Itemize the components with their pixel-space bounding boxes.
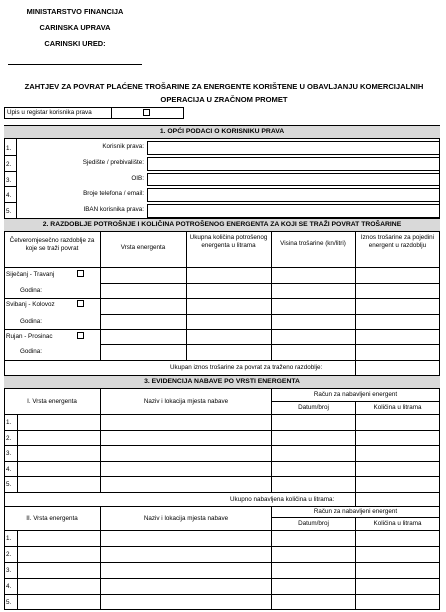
section1-row-number: 1. <box>6 145 12 152</box>
row-divider <box>4 202 16 203</box>
row-divider <box>4 594 440 595</box>
period-1-year-label: Godina: <box>20 287 43 294</box>
group2-invoice-col-header: Račun za nabavljeni energent <box>313 508 398 515</box>
period-1-label: Siječanj - Travanj <box>6 271 55 278</box>
form-title-line1: ZAHTJEV ZA POVRAT PLAĆENE TROŠARINE ZA ENERGENTE KORIŠTENE U OBAVLJANJU KOMERCIJALNIH <box>24 82 424 91</box>
section1-row-number: 3. <box>6 176 12 184</box>
group1-name-col-header: Naziv i lokacija mjesta nabave <box>143 398 229 405</box>
period-2-year-label: Godina: <box>20 318 43 325</box>
row-divider <box>4 186 16 187</box>
row-divider <box>4 430 440 431</box>
form-title-line2: OPERACIJA U ZRAČNOM PROMET <box>160 95 288 104</box>
section1-row-number: 5. <box>6 208 12 216</box>
section1-field-input[interactable] <box>147 188 440 202</box>
period-2-label: Svibanj - Kolovoz <box>6 301 55 308</box>
section3-row-number: 2. <box>6 551 12 558</box>
customs-office-signature-line[interactable] <box>8 64 142 65</box>
section3-row-number: 3. <box>6 450 12 458</box>
form-title <box>8 80 440 106</box>
group2-type-label: II. Vrsta energenta <box>26 515 78 522</box>
section1-field-label: Korisnik prava: <box>102 143 144 150</box>
registry-label: Upis u registar korisnika prava <box>7 109 92 116</box>
registry-row <box>4 107 184 119</box>
section3-heading: 3. EVIDENCIJA NABAVE PO VRSTI ENERGENTA <box>4 375 440 389</box>
administration-name: CARINSKA UPRAVA <box>39 23 111 32</box>
col-excise-amount-header: Iznos trošarine za pojedini energent u razdoblju <box>360 234 435 249</box>
section2-heading: 2. RAZDOBLJE POTROŠNJE I KOLIČINA POTROŠENOG ENERGENTA ZA KOJI SE TRAŽI POVRAT TROŠARINE <box>4 218 440 232</box>
section3-row-number: 1. <box>6 535 12 542</box>
group1-total-label: Ukupno nabavljena količina u litrama: <box>230 496 335 503</box>
section3-row-number: 3. <box>6 567 12 574</box>
registry-checkbox[interactable] <box>143 109 150 116</box>
section1-row-number: 2. <box>6 160 12 168</box>
col-excise-rate-header: Visina trošarine (kn/litri) <box>280 240 346 247</box>
row-divider <box>4 546 440 547</box>
group1-invoice-col-header: Račun za nabavljeni energent <box>313 391 398 398</box>
period-2-checkbox[interactable] <box>77 300 84 307</box>
section3-row-number: 2. <box>6 434 12 442</box>
group1-type-label: I. Vrsta energenta <box>27 398 77 405</box>
row-divider <box>4 171 16 172</box>
col-total-quantity-header: Ukupna količina potrošenog energenta u litrama <box>189 234 268 249</box>
group1-qty-col-header: Količina u litrama <box>373 404 422 411</box>
row-divider <box>4 578 440 579</box>
group2-name-col-header: Naziv i lokacija mjesta nabave <box>143 515 229 522</box>
group1-date-col-header: Datum/broj <box>298 404 329 411</box>
section2-total-label: Ukupan iznos trošarine za povrat za traženo razdoblje: <box>170 364 323 371</box>
ministry-name: MINISTARSTVO FINANCIJA <box>26 7 124 16</box>
section1-field-label: Sjedište / prebivalište: <box>82 158 144 166</box>
section1-row-number: 4. <box>6 192 12 200</box>
customs-office-label: CARINSKI URED: <box>44 39 106 48</box>
row-divider <box>4 461 440 462</box>
section1-field-label: IBAN korisnika prava: <box>83 206 144 214</box>
section3-row-number: 1. <box>6 419 12 426</box>
section1-field-input[interactable] <box>147 173 440 187</box>
section3-row-number: 4. <box>6 465 12 473</box>
section1-field-input[interactable] <box>147 204 440 218</box>
period-3-year-label: Godina: <box>20 348 43 355</box>
section1-field-label: Broje telefona / email: <box>83 190 144 198</box>
section1-heading: 1. OPĆI PODACI O KORISNIKU PRAVA <box>4 125 440 139</box>
row-divider <box>4 445 440 446</box>
col-energy-type-header: Vrsta energenta <box>120 244 166 251</box>
section1-field-label: OIB: <box>131 174 144 182</box>
period-3-label: Rujan - Prosinac <box>6 333 53 340</box>
group2-qty-col-header: Količina u litrama <box>373 520 422 527</box>
issuer-header <box>0 4 150 52</box>
group2-date-col-header: Datum/broj <box>298 520 329 527</box>
section1-field-input[interactable] <box>147 157 440 171</box>
col-period-header: Četveromjesečno razdoblje za koje se traži povrat <box>9 237 95 252</box>
section1-field-input[interactable] <box>147 141 440 155</box>
section3-row-number: 5. <box>6 481 12 489</box>
row-divider <box>4 155 16 156</box>
period-1-checkbox[interactable] <box>77 270 84 277</box>
section3-row-number: 5. <box>6 599 12 606</box>
row-number-divider <box>16 139 17 218</box>
row-divider <box>4 476 440 477</box>
row-divider <box>4 562 440 563</box>
section3-row-number: 4. <box>6 583 12 590</box>
period-3-checkbox[interactable] <box>77 332 84 339</box>
